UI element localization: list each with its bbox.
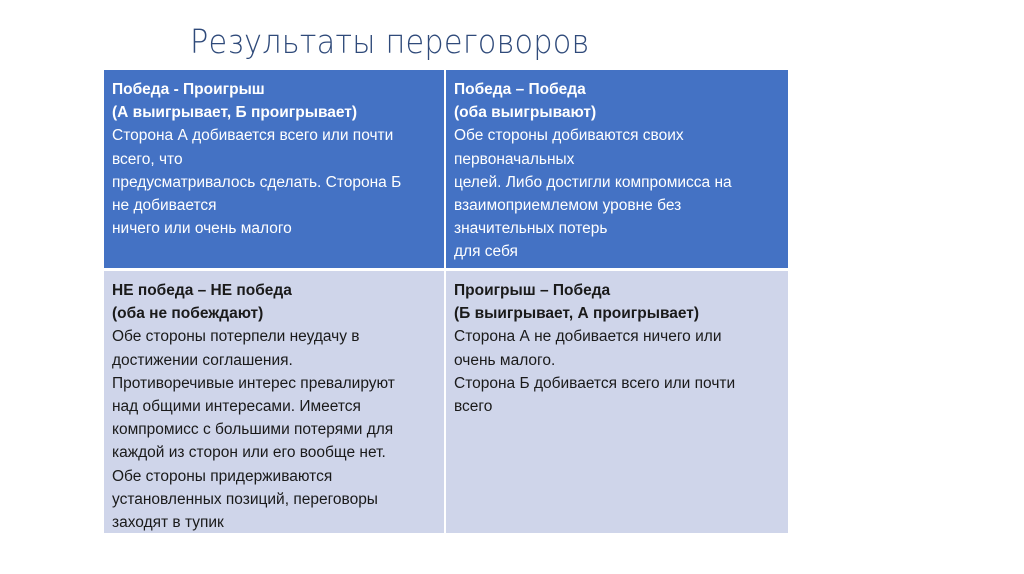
cell-text-line: всего	[454, 398, 493, 416]
cell-text-line: не добивается	[112, 197, 217, 215]
cell-heading: НЕ победа – НЕ победа	[112, 282, 292, 299]
cell-subheading: (оба не побеждают)	[112, 305, 264, 323]
cell-subheading: (оба выигрывают)	[454, 104, 597, 122]
cell-heading: Победа - Проигрыш	[112, 81, 265, 98]
cell-text-line: значительных потерь	[454, 220, 608, 238]
cell-text-line: Противоречивые интерес превалируют	[112, 374, 395, 392]
cell-subheading: (А выигрывает, Б проигрывает)	[112, 104, 358, 122]
cell-text-line: заходят в тупик	[112, 514, 224, 532]
slide-title: Результаты переговоров	[190, 22, 590, 61]
cell-text-line: очень малого.	[454, 351, 556, 369]
cell-subheading: (Б выигрывает, А проигрывает)	[454, 305, 700, 323]
cell-heading: Победа – Победа	[454, 81, 586, 98]
cell-text-line: всего, что	[112, 150, 183, 168]
cell-text-line: достижении соглашения.	[112, 351, 293, 369]
cell-text-line: установленных позиций, переговоры	[112, 490, 378, 508]
cell-text-line: предусматривалось сделать. Сторона Б	[112, 173, 402, 191]
cell-text-line: целей. Либо достигли компромисса на	[454, 173, 732, 191]
cell-win-lose	[104, 70, 446, 268]
cell-text-line: компромисс с большими потерями для	[112, 421, 394, 439]
cell-text-line: Сторона А не добивается ничего или	[454, 328, 722, 346]
cell-win-win	[446, 70, 788, 268]
cell-text-line: Обе стороны потерпели неудачу в	[112, 328, 360, 346]
outcomes-table	[104, 70, 788, 533]
cell-heading: Проигрыш – Победа	[454, 282, 611, 299]
cell-text-line: каждой из сторон или его вообще нет.	[112, 444, 386, 462]
cell-text-line: первоначальных	[454, 150, 575, 168]
cell-text-line: взаимоприемлемом уровне без	[454, 197, 682, 215]
cell-lose-win	[446, 268, 788, 533]
cell-text-line: Сторона А добивается всего или почти	[112, 127, 394, 145]
cell-text-line: Сторона Б добивается всего или почти	[454, 374, 736, 392]
cell-text-line: Обе стороны добиваются своих	[454, 127, 684, 145]
cell-text-line: над общими интересами. Имеется	[112, 398, 361, 416]
cell-text-line: ничего или очень малого	[112, 220, 292, 238]
cell-text-line: Обе стороны придерживаются	[112, 467, 333, 485]
cell-lose-lose	[104, 268, 446, 533]
cell-text-line: для себя	[454, 243, 518, 261]
